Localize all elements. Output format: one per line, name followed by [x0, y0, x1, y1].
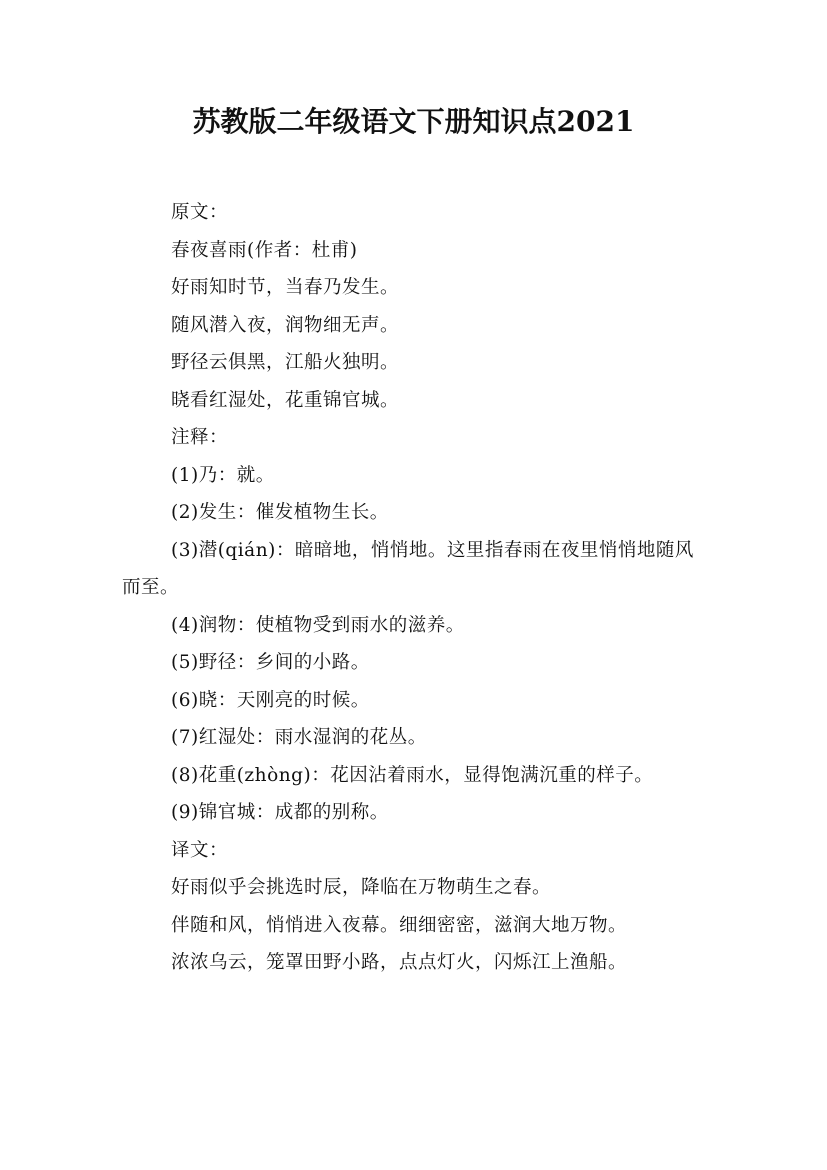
- translation-line: 好雨似乎会挑选时辰，降临在万物萌生之春。: [171, 877, 552, 898]
- poem-line: 野径云俱黑，江船火独明。: [171, 352, 400, 373]
- poem-title: 春夜喜雨(作者：杜甫): [171, 239, 358, 261]
- heading-original: 原文：: [171, 202, 229, 223]
- poem-line: 随风潜入夜，润物细无声。: [171, 314, 400, 336]
- poem-line: 好雨知时节，当春乃发生。: [171, 277, 400, 298]
- note-item: (4)润物：使植物受到雨水的滋养。: [171, 614, 465, 636]
- poem-line: 晓看红湿处，花重锦官城。: [171, 389, 400, 411]
- note-item: (2)发生：催发植物生长。: [171, 502, 389, 523]
- note-item: (8)花重(zhòng)：花因沾着雨水，显得饱满沉重的样子。: [171, 764, 654, 786]
- heading-notes: 注释：: [171, 427, 229, 448]
- heading-translation: 译文：: [171, 839, 229, 861]
- note-item: (5)野径：乡间的小路。: [171, 652, 370, 673]
- translation-line: 伴随和风，悄悄进入夜幕。细细密密，滋润大地万物。: [171, 914, 628, 936]
- note-item: (3)潜(qián)：暗暗地，悄悄地。这里指春雨在夜里悄悄地随风而至。: [122, 539, 694, 598]
- note-item: (1)乃：就。: [171, 464, 275, 486]
- document-body: [122, 194, 712, 982]
- translation-line: 浓浓乌云，笼罩田野小路，点点灯火，闪烁江上渔船。: [171, 952, 628, 973]
- note-item: (9)锦官城：成都的别称。: [171, 802, 389, 823]
- note-item: (6)晓：天刚亮的时候。: [171, 689, 370, 711]
- document-title: 苏教版二年级语文下册知识点2021: [192, 105, 635, 138]
- note-item: (7)红湿处：雨水湿润的花丛。: [171, 727, 427, 748]
